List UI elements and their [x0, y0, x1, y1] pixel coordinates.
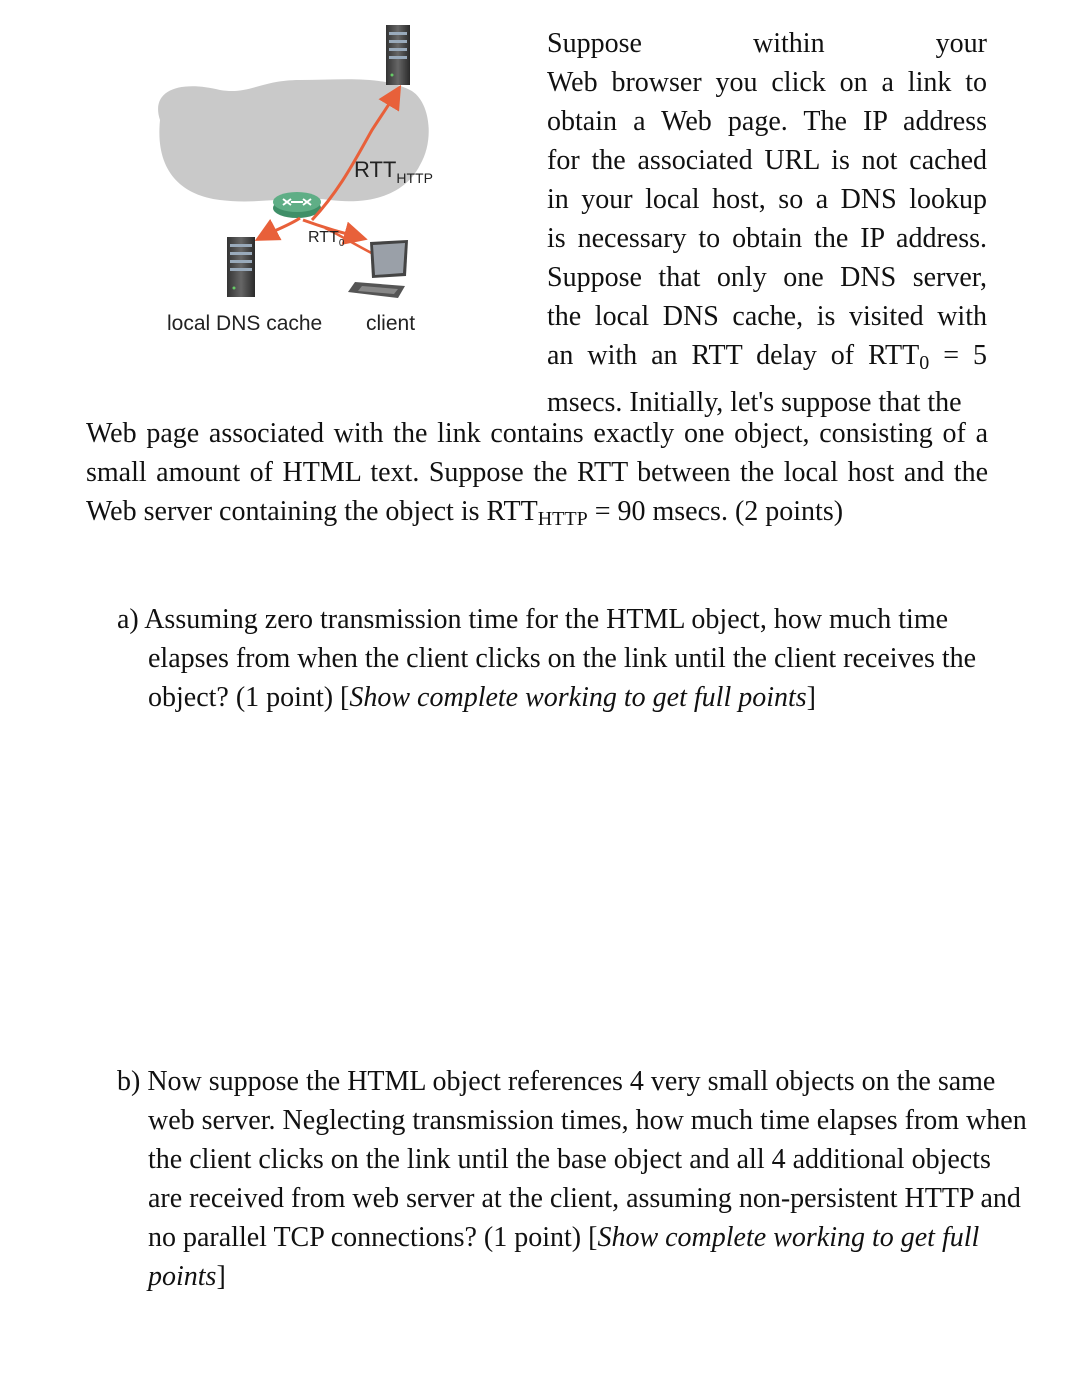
intro-line: Suppose that only one DNS server,	[547, 262, 987, 293]
client-label: client	[366, 312, 416, 335]
intro-paragraph-top	[547, 24, 987, 422]
intro-line: in your local host, so a DNS lookup	[547, 184, 987, 215]
intro-line: for the associated URL is not cached	[547, 145, 987, 176]
internet-cloud	[158, 79, 429, 201]
web-server-icon	[386, 25, 410, 85]
router-icon	[273, 192, 321, 218]
rtt0-value: = 5	[929, 340, 987, 371]
question-b-close: ]	[216, 1261, 226, 1292]
intro-line: Web browser you click on a link to	[547, 67, 987, 98]
question-a-close: ]	[806, 682, 816, 713]
intro-line: Suppose within your	[547, 28, 987, 59]
client-computer-icon	[348, 240, 408, 298]
question-a	[117, 600, 1028, 717]
intro-line-text: an with an RTT delay of RTT	[547, 340, 920, 371]
question-b-instruction: Show complete working to get full points	[148, 1222, 980, 1292]
question-b-text: b) Now suppose the HTML object references 4 very small objects on the same web server. Neglecting transmission times, how much time elapses from when the client clicks on the link until the base object and all 4 additional objects are received from web server at the client, assuming non-persistent HTTP and no parallel TCP connections? (1 point) [	[117, 1066, 1027, 1253]
intro-line-rtt0	[547, 336, 987, 383]
intro-bottom-end: = 90 msecs. (2 points)	[587, 496, 844, 527]
rtt0-label: $RTT_0$	[308, 229, 345, 249]
local-dns-cache-label: local DNS cache	[167, 312, 323, 335]
intro-line: the local DNS cache, is visited with	[547, 301, 987, 332]
intro-line: is necessary to obtain the IP address.	[547, 223, 987, 254]
intro-line: obtain a Web page. The IP address	[547, 106, 987, 137]
rtt0-arrow-dns	[260, 218, 300, 238]
intro-bottom-text: Web page associated with the link contains exactly one object, consisting of a small amount of HTML text. Suppose the RTT between the local host and the Web server containing the object is RTT	[86, 418, 988, 527]
intro-paragraph-bottom	[86, 414, 988, 539]
local-dns-server-icon	[227, 237, 255, 297]
question-a-text: a) Assuming zero transmission time for the HTML object, how much time elapses from when the client clicks on the link until the client receives the object? (1 point) [	[117, 604, 977, 713]
dns-rtt-figure	[140, 20, 460, 350]
rtt-http-subscript: HTTP	[537, 508, 588, 530]
intro-line: msecs. Initially, let's suppose that the	[547, 387, 962, 418]
question-b	[117, 1062, 1028, 1296]
rtt0-subscript: 0	[919, 352, 930, 374]
question-a-instruction: Show complete working to get full points	[349, 682, 807, 713]
rtt-http-label: $RTT_{HTTP}$	[354, 157, 433, 186]
